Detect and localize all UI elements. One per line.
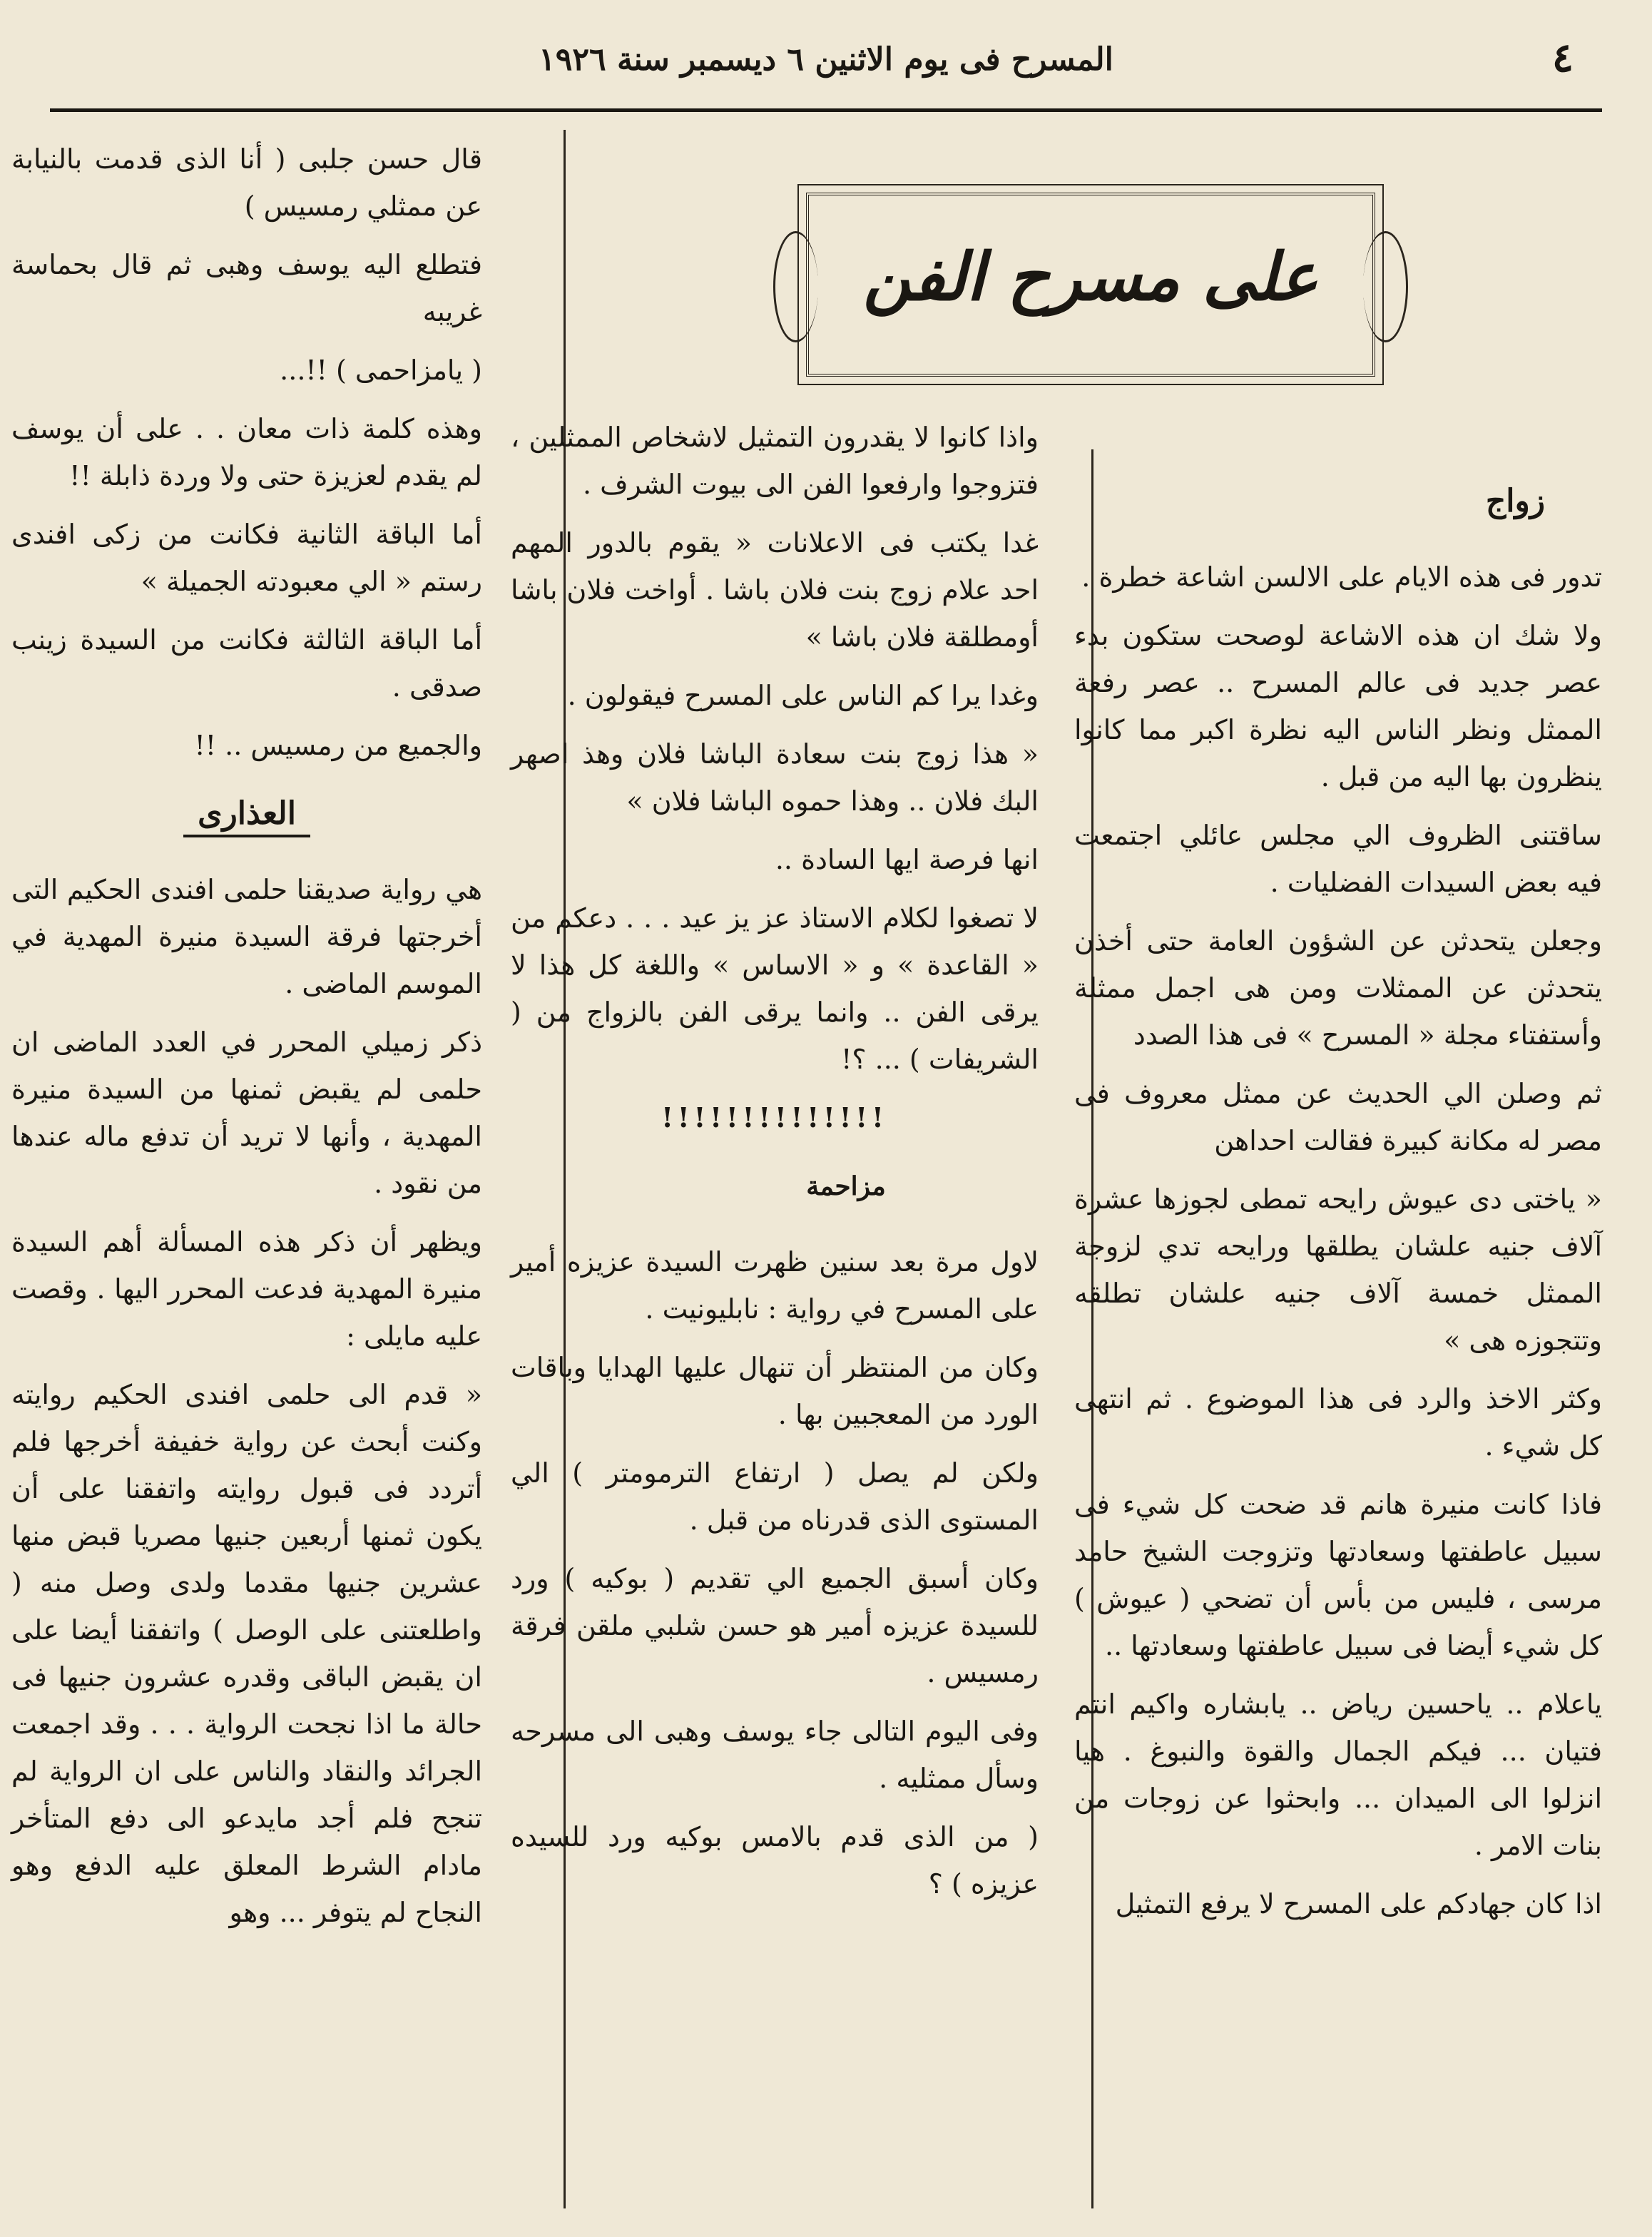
- paragraph: غدا يكتب فى الاعلانات « يقوم بالدور المهم احد علام زوج بنت فلان باشا . أواخت فلان باشا أومطلقة فلان باشا »: [511, 527, 1039, 653]
- right-column: [1074, 457, 1602, 1939]
- paragraph: فاذا كانت منيرة هانم قد ضحت كل شيء فى سبيل عاطفتها وسعادتها وتزوجت الشيخ حامد مرسى ، فليس من بأس أن تضحي ( عيوش ) كل شيء أيضا فى سبيل عاطفتها وسعادتها ..: [1074, 1489, 1602, 1661]
- issue-date-title: المسرح فى يوم الاثنين ٦ ديسمبر سنة ١٩٢٦: [539, 41, 1113, 78]
- paragraph: وكان أسبق الجميع الي تقديم ( بوكيه ) ورد للسيدة عزيزه أمير هو حسن شلبي ملقن فرقة رمسيس .: [511, 1563, 1039, 1688]
- exclamation-row: !!!!!!!!!!!!!!: [661, 1101, 888, 1133]
- middle-column: [511, 414, 1039, 1919]
- heading-text: زواج: [1485, 483, 1545, 519]
- page-header: [50, 29, 1602, 107]
- paragraph: فتطلع اليه يوسف وهبى ثم قال بحماسة غريبه: [11, 249, 482, 327]
- paragraph: « هذا زوج بنت سعادة الباشا فلان وهذ اصهر البك فلان .. وهذا حموه الباشا فلان »: [511, 738, 1039, 817]
- paragraph: تدور فى هذه الايام على الالسن اشاعة خطرة .: [1081, 561, 1602, 593]
- paragraph: ( يامزاحمى ) !!...: [280, 355, 482, 386]
- paragraph: انها فرصة ايها السادة ..: [775, 844, 1039, 875]
- article-heading-marriage: [1074, 478, 1545, 525]
- paragraph: وهذه كلمة ذات معان . . على أن يوسف لم يقدم لعزيزة حتى ولا وردة ذابلة !!: [11, 413, 482, 491]
- paragraph: أما الباقة الثالثة فكانت من السيدة زينب صدقى .: [11, 624, 482, 703]
- paragraph: واذا كانوا لا يقدرون التمثيل لاشخاص الممثلين ، فتزوجوا وارفعوا الفن الى بيوت الشرف .: [511, 422, 1039, 500]
- header-divider: [50, 108, 1602, 112]
- paragraph: ولا شك ان هذه الاشاعة لوصحت ستكون بدء عصر جديد فى عالم المسرح .. عصر رفعة الممثل ونظر الناس اليه نظرة اكبر مما كانوا ينظرون بها اليه من قبل .: [1074, 620, 1602, 793]
- paragraph: ( من الذى قدم بالامس بوكيه ورد للسيده عزيزه ) ؟: [511, 1821, 1039, 1900]
- left-column: [11, 136, 482, 1947]
- article-heading-competition: [653, 1163, 1039, 1210]
- paragraph: لا تصغوا لكلام الاستاذ عز يز عيد . . . دعكم من « القاعدة » و « الاساس » واللغة كل هذا لا يرقى الفن .. وانما يرقى الفن بالزواج من ( الشريفات ) ... ؟!: [511, 902, 1039, 1075]
- article-heading-virgins: [11, 790, 482, 837]
- paragraph: وجعلن يتحدثن عن الشؤون العامة حتى أخذن يتحدثن عن الممثلات ومن هى اجمل ممثلة وأستفتاء مجلة « المسرح » فى هذا الصدد: [1074, 925, 1602, 1051]
- paragraph: لاول مرة بعد سنين ظهرت السيدة عزيزه أمير على المسرح في رواية : نابليونيت .: [511, 1246, 1039, 1325]
- paragraph: ثم وصلن الي الحديث عن ممثل معروف فى مصر له مكانة كبيرة فقالت احداهن: [1074, 1078, 1602, 1156]
- paragraph: ويظهر أن ذكر هذه المسألة أهم السيدة منيرة المهدية فدعت المحرر اليها . وقصت عليه مايلى :: [11, 1226, 482, 1352]
- page-number: ٤: [1551, 34, 1574, 81]
- paragraph: اذا كان جهادكم على المسرح لا يرفع التمثيل: [1115, 1888, 1602, 1920]
- paragraph: هي رواية صديقنا حلمى افندى الحكيم التى أخرجتها فرقة السيدة منيرة المهدية في الموسم الماضى .: [11, 874, 482, 999]
- paragraph: والجميع من رمسيس .. !!: [194, 730, 482, 761]
- paragraph: وفى اليوم التالى جاء يوسف وهبى الى مسرحه وسأل ممثليه .: [511, 1716, 1039, 1794]
- paragraph: ذكر زميلي المحرر في العدد الماضى ان حلمى لم يقبض ثمنها من السيدة منيرة المهدية ، وأنها لا تريد أن تدفع ماله عندها من نقود .: [11, 1026, 482, 1199]
- paragraph: ساقتنى الظروف الي مجلس عائلي اجتمعت فيه بعض السيدات الفضليات .: [1074, 820, 1602, 898]
- paragraph: وكان من المنتظر أن تنهال عليها الهدايا وباقات الورد من المعجبين بها .: [511, 1352, 1039, 1430]
- masthead-title: على مسرح الفن: [863, 238, 1318, 315]
- paragraph: أما الباقة الثانية فكانت من زكى افندى رستم « الي معبودته الجميلة »: [11, 519, 482, 597]
- paragraph: ياعلام .. ياحسين رياض .. يابشاره واكيم انتم فتيان ... فيكم الجمال والقوة والنبوغ . هيا انزلوا الى الميدان ... وابحثوا عن زوجات من بنات الامر .: [1074, 1688, 1602, 1861]
- section-masthead: [806, 193, 1375, 377]
- paragraph: « قدم الى حلمى افندى الحكيم روايته وكنت أبحث عن رواية خفيفة أخرجها فلم أتردد فى قبول روايته واتفقنا على أن يكون ثمنها أربعين جنيها مصريا قبض منها عشرين جنيها مقدما ولدى وصل منه ( واطلعتنى على الوصل ) واتفقنا أيضا على ان يقبض الباقى وقدره عشرون جنيها فى حالة ما اذا نجحت الرواية . . . وقد اجمعت الجرائد والنقاد والناس على ان الرواية لم تنجح فلم أجد مايدعو الى دفع المتأخر مادام الشرط المعلق عليه الدفع وهو النجاح لم يتوفر ... وهو: [11, 1379, 482, 1928]
- heading-text: العذارى: [183, 795, 310, 837]
- paragraph: « ياختى دى عيوش رايحه تمطى لجوزها عشرة آلاف جنيه علشان يطلقها ورايحه تدي لزوجة الممثل خمسة آلاف جنيه علشان تطلقه وتتجوزه هى »: [1074, 1183, 1602, 1356]
- paragraph: وكثر الاخذ والرد فى هذا الموضوع . ثم انتهى كل شيء .: [1074, 1383, 1602, 1462]
- paragraph: قال حسن جلبى ( أنا الذى قدمت بالنيابة عن ممثلي رمسيس ): [11, 143, 482, 222]
- paragraph: وغدا يرا كم الناس على المسرح فيقولون .: [567, 680, 1039, 711]
- paragraph: ولكن لم يصل ( ارتفاع الترمومتر ) الي المستوى الذى قدرناه من قبل .: [511, 1457, 1039, 1536]
- heading-text: مزاحمة: [806, 1171, 886, 1201]
